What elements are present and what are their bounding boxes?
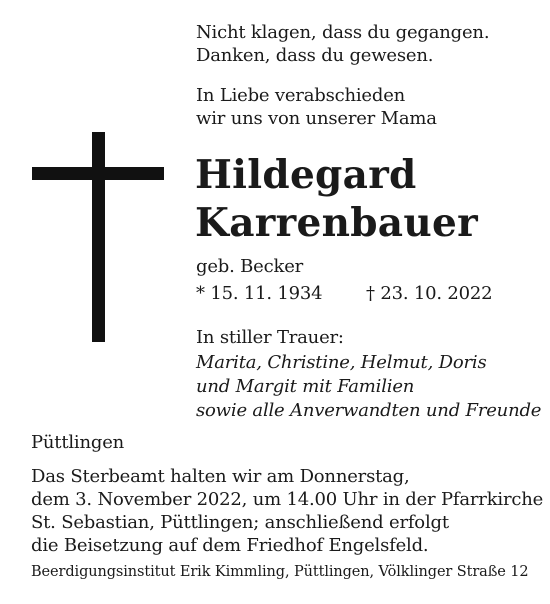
service-line-2: dem 3. November 2022, um 14.00 Uhr in der Pfarrkirche xyxy=(31,489,544,510)
mourners-line-1: Marita, Christine, Helmut, Doris xyxy=(196,352,487,373)
deceased-last-name: Karrenbauer xyxy=(195,200,478,246)
cross-horizontal-bar xyxy=(32,167,164,180)
service-line-4: die Beisetzung auf dem Friedhof Engelsfeld. xyxy=(31,535,429,556)
service-line-1: Das Sterbeamt halten wir am Donnerstag, xyxy=(31,466,410,487)
funeral-home-info: Beerdigungsinstitut Erik Kimmling, Püttlingen, Völklinger Straße 12 xyxy=(31,564,529,580)
birth-date: * 15. 11. 1934 xyxy=(196,283,323,304)
poem-line-2: Danken, dass du gewesen. xyxy=(196,45,434,66)
service-line-3: St. Sebastian, Püttlingen; anschließend erfolgt xyxy=(31,512,449,533)
mourners-line-3: sowie alle Anverwandten und Freunde xyxy=(196,400,542,421)
maiden-name: geb. Becker xyxy=(196,256,304,277)
death-date: † 23. 10. 2022 xyxy=(366,283,493,304)
intro-line-1: In Liebe verabschieden xyxy=(196,85,406,106)
deceased-first-name: Hildegard xyxy=(195,152,417,198)
place-name: Püttlingen xyxy=(31,432,125,453)
cross-vertical-bar xyxy=(92,132,105,342)
poem-line-1: Nicht klagen, dass du gegangen. xyxy=(196,22,490,43)
mourners-heading: In stiller Trauer: xyxy=(196,327,344,348)
mourners-line-2: und Margit mit Familien xyxy=(196,376,415,397)
intro-line-2: wir uns von unserer Mama xyxy=(196,108,437,129)
